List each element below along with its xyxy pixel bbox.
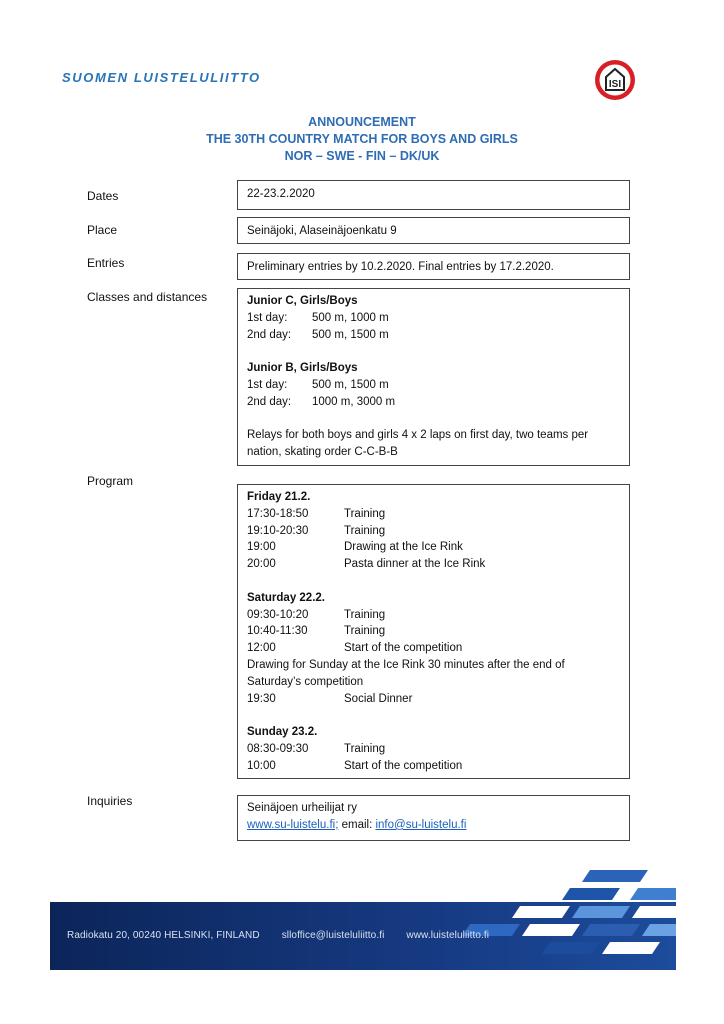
inquiries-org: Seinäjoen urheilijat ry — [247, 802, 357, 814]
schedule-row — [247, 523, 620, 540]
relays-text: Relays for both boys and girls 4 x 2 laps on first day, two teams per nation, skating order C-C-B-B — [247, 429, 589, 459]
federation-logo — [594, 59, 636, 101]
day-label: 1st day: — [247, 378, 288, 391]
place-value: Seinäjoki, Alaseinäjoenkatu 9 — [247, 225, 397, 237]
distances: 500 m, 1500 m — [312, 378, 389, 391]
time: 12:00 — [247, 642, 276, 655]
day-label: 2nd day: — [247, 328, 292, 341]
dates-box — [237, 180, 630, 210]
day-label: 1st day: — [247, 311, 288, 324]
inquiries-contacts — [247, 817, 620, 834]
event: Start of the competition — [344, 759, 463, 772]
time: 17:30-18:50 — [247, 507, 309, 520]
friday-heading: Friday 21.2. — [247, 491, 311, 503]
schedule-row — [247, 758, 620, 775]
junior-c-row — [247, 310, 620, 327]
email-link[interactable]: info@su-luistelu.fi — [375, 818, 467, 831]
event: Training — [344, 524, 386, 537]
schedule-row — [247, 539, 620, 556]
schedule-row — [247, 640, 620, 657]
time: 09:30-10:20 — [247, 608, 309, 621]
saturday-note: Drawing for Sunday at the Ice Rink 30 minutes after the end of Saturday’s competition — [247, 658, 565, 688]
federation-logo-icon — [594, 59, 636, 101]
event: Training — [344, 742, 386, 755]
title-line-1: ANNOUNCEMENT — [308, 115, 416, 129]
place-label: Place — [87, 223, 118, 237]
entries-label: Entries — [87, 256, 125, 270]
footer-contact — [67, 930, 667, 941]
program-label: Program — [87, 474, 134, 488]
day-label: 2nd day: — [247, 395, 292, 408]
place-box — [237, 217, 630, 244]
classes-box — [237, 288, 630, 466]
junior-b-heading: Junior B, Girls/Boys — [247, 362, 358, 375]
schedule-row — [247, 607, 620, 624]
entries-value: Preliminary entries by 10.2.2020. Final entries by 17.2.2020. — [247, 261, 554, 273]
schedule-row — [247, 506, 620, 523]
distances: 500 m, 1000 m — [312, 311, 389, 324]
announcement-title — [0, 114, 724, 165]
dates-value: 22-23.2.2020 — [247, 188, 315, 200]
title-line-2: THE 30TH COUNTRY MATCH FOR BOYS AND GIRLS — [206, 132, 518, 146]
event: Drawing at the Ice Rink — [344, 541, 463, 554]
title-line-3: NOR – SWE - FIN – DK/UK — [284, 149, 440, 163]
program-box — [237, 484, 630, 779]
inquiries-box — [237, 795, 630, 841]
saturday-heading: Saturday 22.2. — [247, 591, 325, 604]
dates-label: Dates — [87, 189, 119, 203]
junior-b-row — [247, 394, 620, 411]
distances: 500 m, 1500 m — [312, 328, 389, 341]
time: 10:40-11:30 — [247, 625, 308, 638]
footer-graphic — [50, 870, 676, 970]
time: 20:00 — [247, 558, 276, 571]
footer-website[interactable]: www.luisteluliitto.fi — [406, 930, 490, 941]
email-label: email: — [341, 818, 373, 831]
classes-label: Classes and distances — [87, 290, 208, 304]
event: Pasta dinner at the Ice Rink — [344, 558, 486, 571]
event: Training — [344, 625, 386, 638]
event: Start of the competition — [344, 642, 463, 655]
schedule-row — [247, 623, 620, 640]
event: Training — [344, 507, 386, 520]
junior-c-row — [247, 327, 620, 344]
footer-email[interactable]: slloffice@luisteluliitto.fi — [281, 930, 385, 941]
schedule-row — [247, 741, 620, 758]
brand-name: SUOMEN LUISTELULIITTO — [62, 70, 261, 85]
sunday-heading: Sunday 23.2. — [247, 726, 318, 739]
inquiries-label: Inquiries — [87, 794, 133, 808]
time: 10:00 — [247, 759, 276, 772]
footer-address: Radiokatu 20, 00240 HELSINKI, FINLAND — [67, 930, 260, 941]
time: 19:00 — [247, 541, 276, 554]
logo-text: ISI — [608, 79, 622, 90]
website-link[interactable]: www.su-luistelu.fi; — [247, 818, 339, 831]
distances: 1000 m, 3000 m — [312, 395, 396, 408]
time: 19:10-20:30 — [247, 524, 309, 537]
schedule-row — [247, 556, 620, 573]
schedule-row — [247, 691, 620, 708]
junior-b-row — [247, 377, 620, 394]
junior-c-heading: Junior C, Girls/Boys — [247, 295, 358, 307]
event: Social Dinner — [344, 692, 413, 705]
footer-banner — [50, 870, 676, 970]
event: Training — [344, 608, 386, 621]
entries-box — [237, 253, 630, 280]
time: 08:30-09:30 — [247, 742, 309, 755]
time: 19:30 — [247, 692, 276, 705]
